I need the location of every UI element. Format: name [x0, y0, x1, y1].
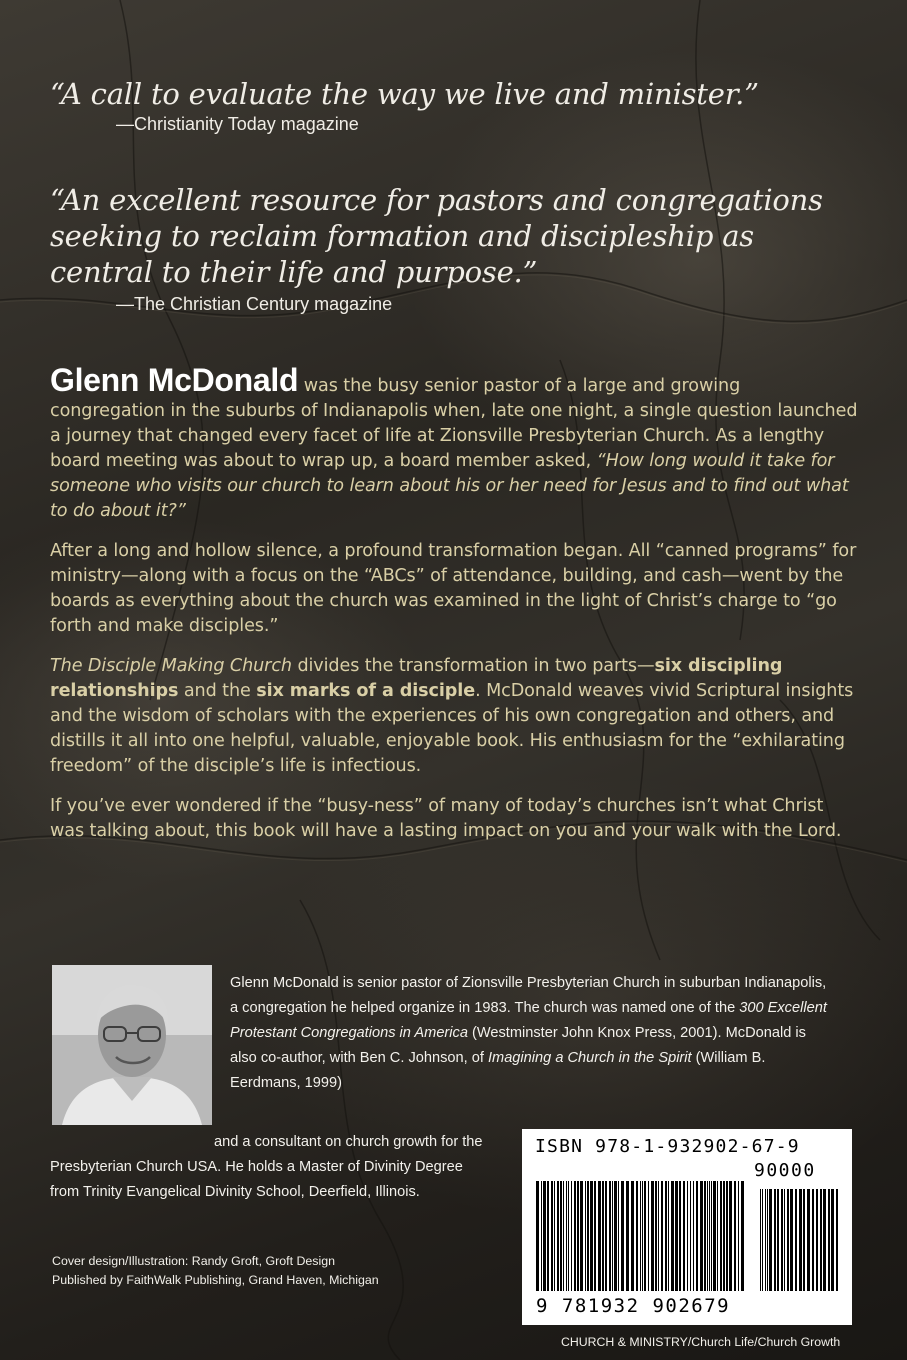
isbn-number: ISBN 978-1-932902-67-9 [535, 1136, 800, 1157]
quote-text: “A call to evaluate the way we live and minister.” [50, 77, 759, 111]
paragraph-text: was the busy senior pastor of a large and growing congregation in the suburbs of Indianapolis when, late one night, a single question launched a journey that changed every facet of life at Zionsville Presbyterian Church. As a lengthy board meeting was about to wrap up, a board member asked, [50, 376, 858, 471]
book-title: The Disciple Making Church [50, 656, 292, 676]
isbn-barcode [522, 1129, 852, 1325]
highlight-marks: six marks of a disciple [256, 681, 476, 701]
author-name: Glenn McDonald [50, 362, 299, 398]
barcode-bars [532, 1181, 842, 1295]
author-photo [52, 965, 212, 1125]
bio-text-upper: Glenn McDonald is senior pastor of Zionsville Presbyterian Church in suburban Indianapolis, a congregation he helped organize in 1983. The church was named one of the 300 Excellent Protestant Congregations in America (Westminster John Knox Press, 2001). McDonald is also co-author, with Ben C. Johnson, of Imagining a Church in the Spirit (William B. Eerdmans, 1999) [230, 975, 827, 1091]
book-description [50, 362, 860, 859]
bio-text-lower: and a consultant on church growth for the Presbyterian Church USA. He holds a Master of Divinity Degree from Trinity Evangelical Divinity School, Deerfield, Illinois. [50, 1134, 483, 1200]
bisac-category: CHURCH & MINISTRY/Church Life/Church Growth [561, 1335, 841, 1349]
bio-title-2: Imagining a Church in the Spirit [487, 1050, 692, 1066]
review-quote-1 [50, 76, 759, 135]
highlight-relationships: six discipling relationships [50, 656, 783, 701]
publisher-credit: Published by FaithWalk Publishing, Grand Haven, Michigan [52, 1273, 379, 1287]
credits [52, 1252, 379, 1290]
review-quote-2 [50, 182, 850, 315]
bio-title-1: 300 Excellent Protestant Congregations in America [230, 1000, 827, 1041]
description-paragraph-4: If you’ve ever wondered if the “busy-ness” of many of today’s churches isn’t what Christ was talking about, this book will have a lasting impact on you and your walk with the Lord. [50, 796, 842, 841]
quote-text: “An excellent resource for pastors and congregations seeking to reclaim formation and discipleship as central to their life and purpose.” [50, 183, 823, 289]
board-question: “How long would it take for someone who visits our church to learn about his or her need for Jesus and to find out what to do about it?” [50, 451, 849, 521]
description-paragraph-2: After a long and hollow silence, a profound transformation began. All “canned programs” for ministry—along with a focus on the “ABCs” of attendance, building, and cash—went by the boards as everything about the church was examined in the light of Christ’s charge to “go forth and make disciples.” [50, 541, 857, 636]
quote-source: —Christianity Today magazine [116, 114, 359, 134]
ean-digits: 9 781932 902679 [536, 1295, 731, 1317]
description-paragraph-3: The Disciple Making Church divides the transformation in two parts—six discipling relationships and the six marks of a disciple. McDonald weaves vivid Scriptural insights and the wisdom of scholars with the experiences of his own congregation and others, and distills it all into one helpful, valuable, enjoyable book. His enthusiasm for the “exhilarating freedom” of the disciple’s life is infectious. [50, 656, 854, 776]
cover-design-credit: Cover design/Illustration: Randy Groft, Groft Design [52, 1254, 336, 1268]
price-code: 90000 [754, 1160, 816, 1181]
quote-source: —The Christian Century magazine [116, 294, 393, 314]
description-paragraph-1 [50, 362, 860, 524]
